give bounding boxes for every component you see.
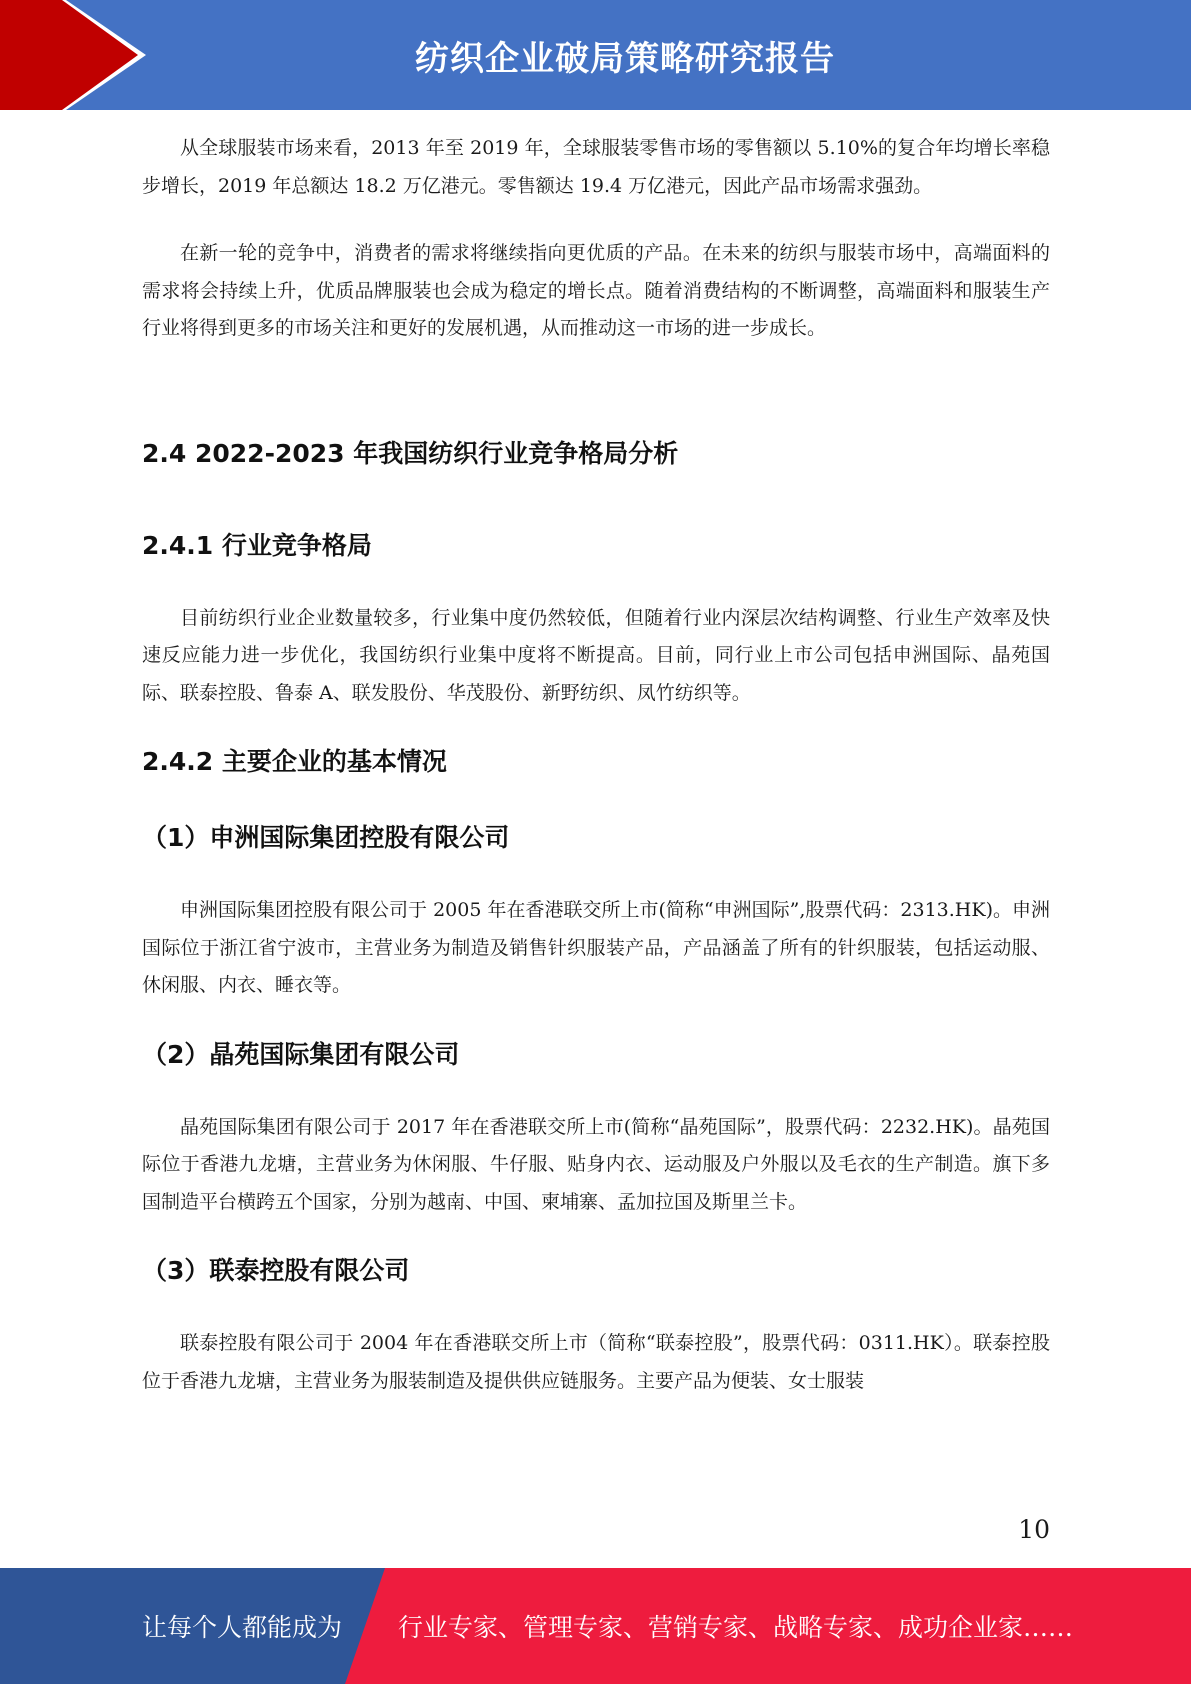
section-heading: 2.4 2022-2023 年我国纺织行业竞争格局分析 [142,438,679,468]
page-header [0,0,1191,110]
paragraph-global-market: 从全球服装市场来看，2013 年至 2019 年，全球服装零售市场的零售额以 5.10%的复合年均增长率稳步增长，2019 年总额达 18.2 万亿港元。零售额达 19.4 万亿港元，因此产品市场需求强劲。 [142,137,1050,197]
paragraph-yuetai: 联泰控股有限公司于 2004 年在香港联交所上市（简称“联泰控股”，股票代码：0311.HK）。联泰控股位于香港九龙塘，主营业务为服装制造及提供供应链服务。主要产品为便装、女士服装 [142,1332,1050,1392]
document-title: 纺织企业破局策略研究报告 [415,38,835,79]
paragraph-competition: 在新一轮的竞争中，消费者的需求将继续指向更优质的产品。在未来的纺织与服装市场中，高端面料的需求将会持续上升，优质品牌服装也会成为稳定的增长点。随着消费结构的不断调整，高端面料和服装生产行业将得到更多的市场关注和更好的发展机遇，从而推动这一市场的进一步成长。 [142,242,1050,339]
page-number: 10 [1018,1515,1050,1544]
footer-slogan-right: 行业专家、管理专家、营销专家、战略专家、成功企业家…… [398,1613,1074,1642]
page-footer [0,1568,1191,1684]
paragraph-industry-structure: 目前纺织行业企业数量较多，行业集中度仍然较低，但随着行业内深层次结构调整、行业生产效率及快速反应能力进一步优化，我国纺织行业集中度将不断提高。目前，同行业上市公司包括申洲国际、晶苑国际、联泰控股、鲁泰 A、联发股份、华茂股份、新野纺织、凤竹纺织等。 [142,606,1050,704]
company-heading-shenzhou: （1）申洲国际集团控股有限公司 [142,823,510,852]
company-heading-jingyuan: （2）晶苑国际集团有限公司 [142,1039,460,1069]
subsection-heading-competition: 2.4.1 行业竞争格局 [142,530,372,560]
paragraph-shenzhou: 申洲国际集团控股有限公司于 2005 年在香港联交所上市(简称“申洲国际”,股票代码：2313.HK)。申洲国际位于浙江省宁波市，主营业务为制造及销售针织服装产品，产品涵盖了所有的针织服装，包括运动服、休闲服、内衣、睡衣等。 [142,899,1050,996]
footer-slogan-left: 让每个人都能成为 [142,1613,343,1642]
page-content [142,130,1050,1400]
company-heading-yuetai: （3）联泰控股有限公司 [142,1256,410,1285]
subsection-heading-companies: 2.4.2 主要企业的基本情况 [142,747,447,776]
paragraph-jingyuan: 晶苑国际集团有限公司于 2017 年在香港联交所上市(简称“晶苑国际”，股票代码：2232.HK)。晶苑国际位于香港九龙塘，主营业务为休闲服、牛仔服、贴身内衣、运动服及户外服以及毛衣的生产制造。旗下多国制造平台横跨五个国家，分别为越南、中国、柬埔寨、孟加拉国及斯里兰卡。 [142,1115,1050,1213]
header-arrow-decoration [0,0,160,110]
